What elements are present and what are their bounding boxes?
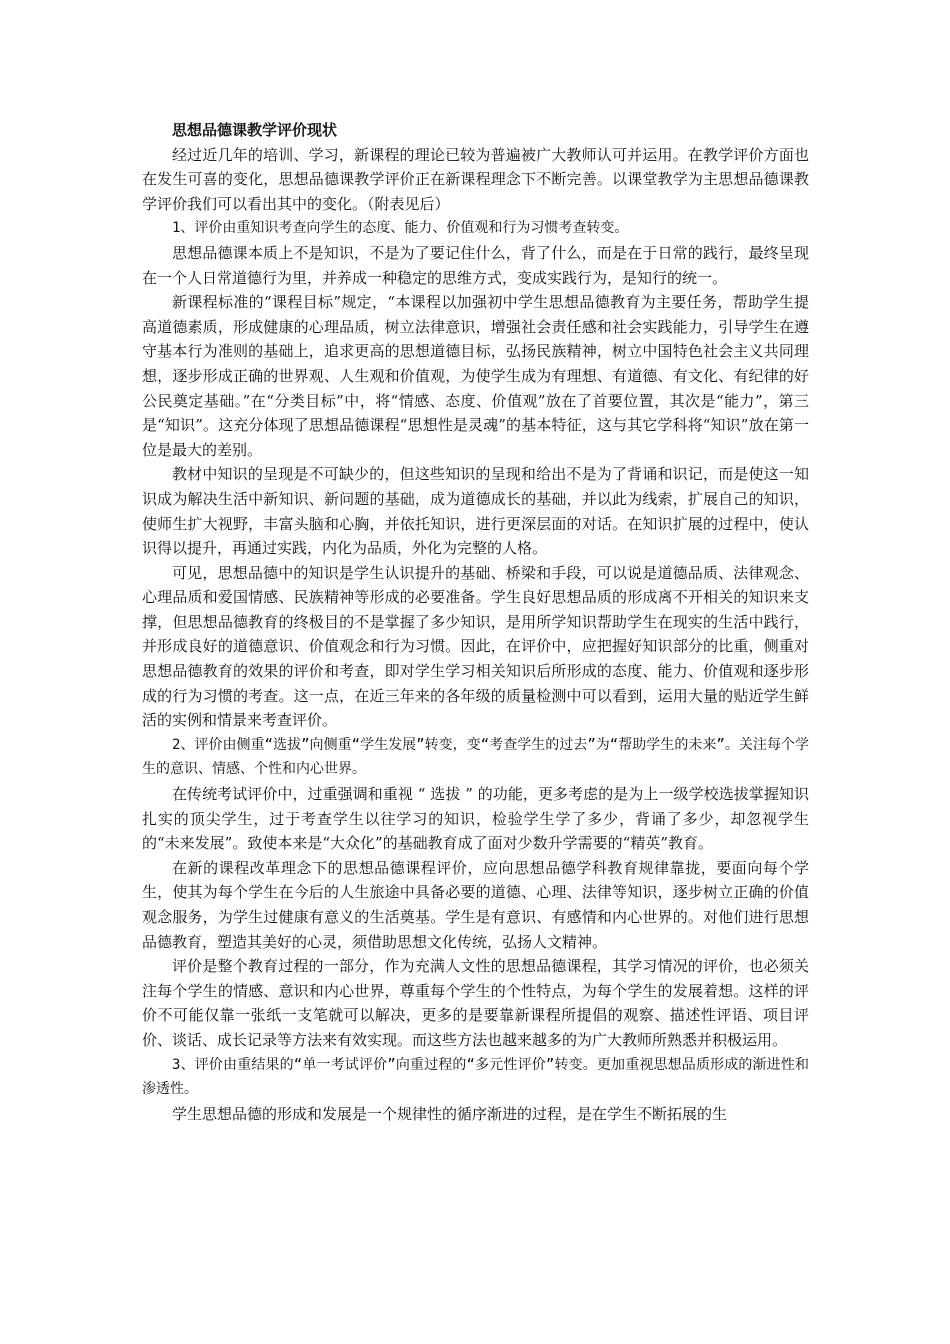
section-heading: 2、评价由侧重“选拔”向侧重“学生发展”转变，变“考查学生的过去”为“帮助学生的未来”。关注每个学生的意识、情感、个性和内心世界。 <box>142 736 809 778</box>
paragraph: 评价是整个教育过程的一部分，作为充满人文性的思想品德课程，其学习情况的评价，也必须关注每个学生的情感、意识和内心世界，尊重每个学生的个性特点，为每个学生的发展着想。这样的评价不可能仅靠一张纸一支笔就可以解决，更多的是要靠新课程所提倡的观察、描述性评语、项目评价、谈话、成长记录等方法来有效实现。而这些方法也越来越多的为广大教师所熟悉并积极运用。 <box>142 957 809 1049</box>
section-heading: 1、评价由重知识考查向学生的态度、能力、价值观和行为习惯考查转变。 <box>172 220 629 237</box>
paragraph: 在新的课程改革理念下的思想品德课程评价，应向思想品德学科教育规律靠拢，要面向每个学生，使其为每个学生在今后的人生旅途中具备必要的道德、心理、法律等知识，逐步树立正确的价值观念服务，为学生过健康有意义的生活奠基。学生是有意识、有感情和内心世界的。对他们进行思想品德教育，塑造其美好的心灵，须借助思想文化传统，弘扬人文精神。 <box>142 858 809 951</box>
paragraph: 在传统考试评价中，过重强调和重视 “ 选拔 ” 的功能，更多考虑的是为上一级学校选拔掌握知识扎实的顶尖学生，过于考查学生以往学习的知识，检验学生学了多少，背诵了多少，却忽视学生的“未来发展”。致使本来是“大众化”的基础教育成了面对少数升学需要的“精英”教育。 <box>142 785 809 853</box>
document-title: 思想品德课教学评价现状 <box>172 121 338 139</box>
paragraph: 教材中知识的呈现是不可缺少的，但这些知识的呈现和给出不是为了背诵和识记，而是使这一知识成为解决生活中新知识、新问题的基础，成为道德成长的基础，并以此为线索，扩展自己的知识，使师生扩大视野，丰富头脑和心胸，并依托知识，进行更深层面的对话。在知识扩展的过程中，使认识得以提升，再通过实践，内化为品质，外化为完整的人格。 <box>142 465 809 558</box>
paragraph: 可见，思想品德中的知识是学生认识提升的基础、桥梁和手段，可以说是道德品质、法律观念、心理品质和爱国情感、民族精神等形成的必要准备。学生良好思想品质的形成离不开相关的知识来支撑，但思想品德教育的终极目的不是掌握了多少知识，是用所学知识帮助学生在现实的生活中践行，并形成良好的道德意识、价值观念和行为习惯。因此，在评价中，应把握好知识部分的比重，侧重对思想品德教育的效果的评价和考查，即对学生学习相关知识后所形成的态度、能力、价值观和逐步形成的行为习惯的考查。这一点，在近三年来的各年级的质量检测中可以看到，运用大量的贴近学生鲜活的实例和情景来考查评价。 <box>142 563 809 730</box>
section-heading: 3、评价由重结果的“单一考试评价”向重过程的“多元性评价”转变。更加重视思想品质形成的渐进性和渗透性。 <box>142 1056 809 1098</box>
paragraph: 学生思想品德的形成和发展是一个规律性的循序渐进的过程，是在学生不断拓展的生 <box>172 1104 728 1123</box>
paragraph: 思想品德课本质上不是知识，不是为了要记住什么，背了什么，而是在于日常的践行，最终呈现在一个人日常道德行为里，并养成一种稳定的思维方式，变成实践行为，是知行的统一。 <box>142 243 809 287</box>
document-page <box>142 118 809 1126</box>
paragraph: 经过近几年的培训、学习，新课程的理论已较为普遍被广大教师认可并运用。在教学评价方面也在发生可喜的变化，思想品德课教学评价正在新课程理念下不断完善。以课堂教学为主思想品德课教学评价我们可以看出其中的变化。（附表见后） <box>142 145 809 213</box>
paragraph: 新课程标准的“课程目标”规定，“本课程以加强初中学生思想品德教育为主要任务，帮助学生提高道德素质，形成健康的心理品质，树立法律意识，增强社会责任感和社会实践能力，引导学生在遵守基本行为准则的基础上，追求更高的思想道德目标，弘扬民族精神，树立中国特色社会主义共同理想，逐步形成正确的世界观、人生观和价值观，为使学生成为有理想、有道德、有文化、有纪律的好公民奠定基础。”在“分类目标”中，将“情感、态度、价值观”放在了首要位置，其次是“能力”，第三是“知识”。这充分体现了思想品德课程“思想性是灵魂”的基本特征，这与其它学科将“知识”放在第一位是最大的差别。 <box>142 293 809 459</box>
